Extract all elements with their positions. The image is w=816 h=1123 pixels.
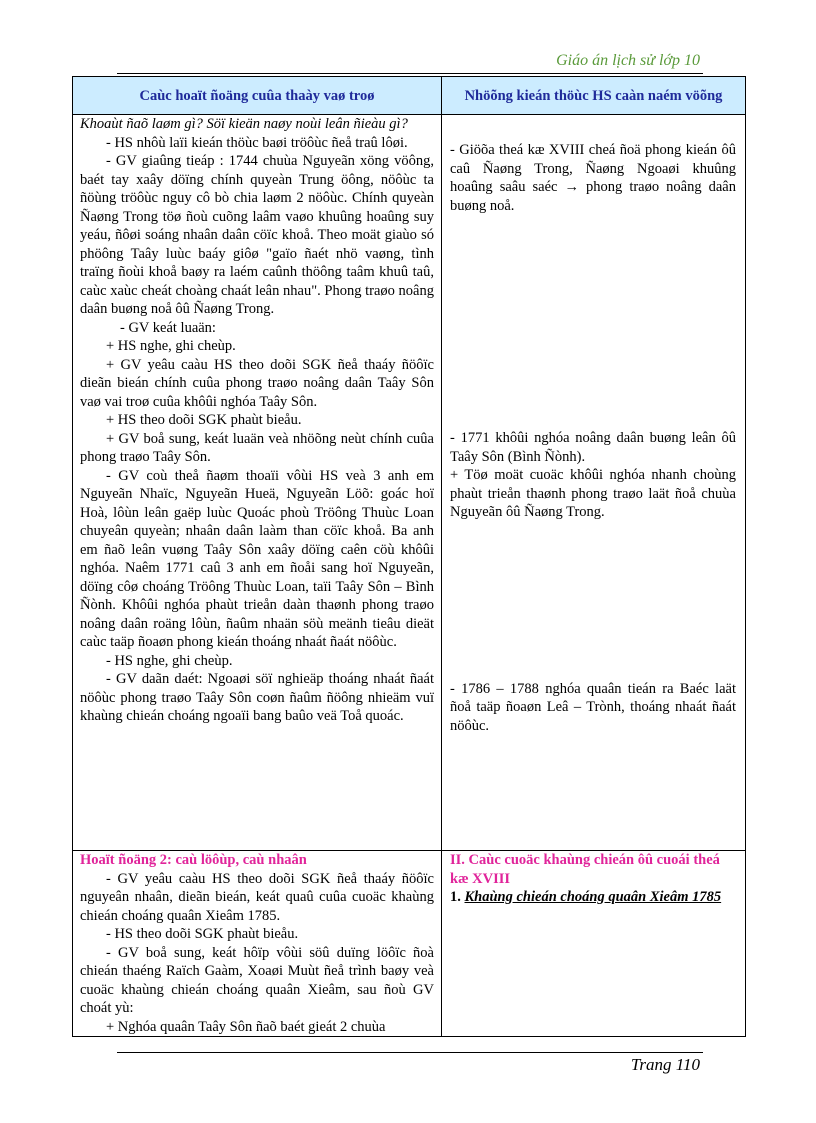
paragraph: + HS nghe, ghi cheùp. (106, 338, 236, 354)
subsection-number: 1. (450, 889, 461, 905)
paragraph: - GV boå sung, keát hôïp vôùi söû duïng löôïc ñoà chieán thaéng Raïch Gaàm, Xoaøi Muùt ñeå trình baøy veà cuoäc khaùng chieán choáng quaân Xieâm, sau ñoù GV choát yù: (80, 944, 434, 1016)
paragraph: - Giöõa theá kæ XVIII cheá ñoä phong kieán ôû caû Ñaøng Trong, Ñaøng Ngoaøi khuûng hoaûng saâu saéc → phong traøo noâng daân buøng noå. (450, 142, 736, 214)
paragraph: + Nghóa quaân Taây Sôn ñaõ baét gieát 2 chuùa (106, 1018, 386, 1035)
paragraph: + GV boå sung, keát luaän veà nhöõng neùt chính cuûa phong traøo Taây Sôn. (80, 430, 434, 465)
subsection-heading (450, 888, 736, 907)
paragraph: + GV yeâu caàu HS theo doõi SGK ñeå thaáy ñöôïc dieãn bieán chính cuûa phong traøo noâng daân Taây Sôn vaø vai troø cuûa khôûi nghóa Taây Sôn. (80, 356, 434, 410)
paragraph: - HS nhôù laïi kieán thöùc baøi tröôùc ñeå traû lôøi. (106, 134, 408, 151)
paragraph: - GV daãn daét: Ngoaøi söï nghieäp thoáng nhaát ñaát nöôùc phong traøo Taây Sôn coøn ñaûm ñöông nhieäm vuï khaùng chieán choáng ngoaïi bang baûo veä Toå quoác. (80, 671, 434, 724)
col2-header: Nhöõng kieán thöùc HS caàn naém vöõng (442, 77, 746, 115)
lesson-table (72, 76, 746, 1037)
footer-rule (117, 1052, 703, 1053)
paragraph: - 1771 khôûi nghóa noâng daân buøng leân ôû Taây Sôn (Bình Ñònh). (450, 430, 736, 465)
table-header-row (73, 77, 746, 115)
teacher-activities-cell (73, 115, 442, 851)
paragraph: - HS nghe, ghi cheùp. (106, 652, 233, 669)
paragraph: - GV keát luaän: (120, 319, 216, 336)
header-rule (117, 73, 703, 74)
page-number: Trang 110 (630, 1055, 700, 1074)
knowledge-cell (442, 115, 746, 851)
paragraph: + HS theo doõi SGK phaùt bieåu. (106, 412, 302, 428)
paragraph: Khoaùt ñaõ laøm gì? Söï kieän naøy noùi leân ñieàu gì? (80, 116, 408, 132)
section-heading: II. Caùc cuoäc khaùng chieán ôû cuoái theá kæ XVIII (450, 852, 720, 887)
table-row (73, 851, 746, 1037)
knowledge-cell (442, 851, 746, 1037)
paragraph: - GV giaûng tieáp : 1744 chuùa Nguyeãn xöng vöông, baét tay xaây döïng chính quyeàn Trung öông, nöôùc ta ñöùng tröôùc nguy cô bò chia laøm 2 nöôùc. Chính quyeàn Ñaøng Trong töø ñoù cuõng laâm vaøo khuûng hoaûng suy yeáu, ñôøi soáng nhaân daân cöïc khoå. Theo moät giaùo só phöông Taây luùc baáy giôø "gaïo ñaét nhö vaøng, tình traïng ñoùi khoå baøy ra laém caûnh thöông taâm khuû taû, caùc xaùc cheát choàng chaát leân nhau". Phong traøo noâng daân buøng noå ôû Ñaøng Trong. (80, 153, 434, 317)
activity-title: Hoaït ñoäng 2: caù löôùp, caù nhaân (80, 852, 307, 868)
paragraph: - GV yeâu caàu HS theo doõi SGK ñeå thaáy ñöôïc nguyeân nhaân, dieãn bieán, keát quaû cuûa cuoäc khaùng chieán choáng quaân Xieâm 1785. (80, 870, 434, 924)
teacher-activities-cell (73, 851, 442, 1037)
subsection-title: Khaùng chieán choáng quaân Xieâm 1785 (464, 889, 722, 905)
document-header-title: Giáo án lịch sử lớp 10 (556, 52, 700, 69)
table-row (73, 115, 746, 851)
paragraph: - HS theo doõi SGK phaùt bieåu. (106, 926, 299, 942)
paragraph: - 1786 – 1788 nghóa quaân tieán ra Baéc laät ñoå taäp ñoaøn Leâ – Trònh, thoáng nhaát ñaát nöôùc. (450, 680, 736, 734)
paragraph: + Töø moät cuoäc khôûi nghóa nhanh choùng phaùt trieån thaønh phong traøo laät ñoå chuùa Nguyeãn ôû Ñaøng Trong. (450, 467, 736, 520)
col1-header: Caùc hoaït ñoäng cuûa thaày vaø troø (73, 77, 442, 115)
paragraph: - GV coù theå ñaøm thoaïi vôùi HS veà 3 anh em Nguyeãn Nhaïc, Nguyeãn Hueä, Nguyeãn Löõ: goác hoï Hoà, lôùn leân gaëp luùc Quoác phoù Tröông Thuùc Loan chuyeân quyeàn; nhaân daân laàm than cöïc khoå. Ba anh em ñaõ leân vuøng Taây Sôn xaây döïng caên cöù khôûi nghóa. Naêm 1771 caû 3 anh em ñoåi sang hoï Nguyeãn, döïng côø choáng Tröông Thuùc Loan, taïi Taây Sôn – Bình Ñònh. Khôûi nghóa phaùt trieån daàn thaønh phong traøo noâng daân roäng lôùn, ñaûm nhaän söù meänh tieâu dieät caùc taäp ñoaøn phong kieán thoáng nhaát ñaát nöôùc. (80, 467, 434, 650)
